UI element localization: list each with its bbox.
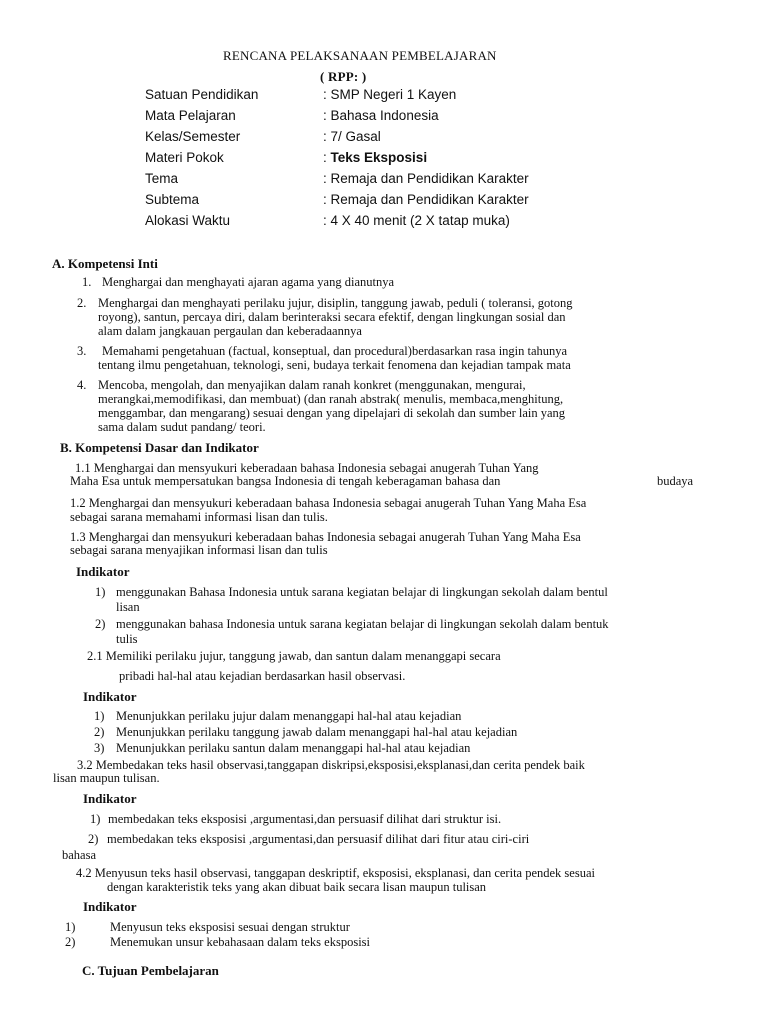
identity-value: : Remaja dan Pendidikan Karakter xyxy=(323,171,529,186)
list-number: 1) xyxy=(90,812,101,826)
list-item-text: menggunakan Bahasa Indonesia untuk sarana kegiatan belajar di lingkungan sekolah dalam bentul xyxy=(116,585,608,599)
list-item-text: sama dalam sudut pandang/ teori. xyxy=(98,420,266,434)
list-number: 1. xyxy=(82,275,92,289)
kd-text: 1.2 Menghargai dan mensyukuri keberadaan bahasa Indonesia sebagai anugerah Tuhan Yang Maha Esa xyxy=(70,496,587,510)
identity-label: Materi Pokok xyxy=(145,150,224,165)
identity-value: : Bahasa Indonesia xyxy=(323,108,439,123)
list-item-text: Menghargai dan menghayati ajaran agama yang dianutnya xyxy=(102,275,395,289)
list-item-text: membedakan teks eksposisi ,argumentasi,dan persuasif dilihat dari fitur atau ciri-ciri xyxy=(107,832,530,846)
kd-text: 4.2 Menyusun teks hasil observasi, tanggapan deskriptif, eksposisi, eksplanasi, dan cerita pendek sesuai xyxy=(76,866,595,880)
list-number: 2. xyxy=(77,296,87,310)
indikator-label: Indikator xyxy=(83,899,137,914)
list-item-text: Menunjukkan perilaku jujur dalam menanggapi hal-hal atau kejadian xyxy=(116,709,462,723)
list-number: 1) xyxy=(65,920,76,934)
list-number: 2) xyxy=(95,617,106,631)
list-number: 3. xyxy=(77,344,87,358)
list-item-text: alam dalam jangkauan pergaulan dan keberadaannya xyxy=(98,324,362,338)
section-a-heading: A. Kompetensi Inti xyxy=(52,256,158,271)
list-item-text: membedakan teks eksposisi ,argumentasi,dan persuasif dilihat dari struktur isi. xyxy=(108,812,502,826)
identity-value: : Remaja dan Pendidikan Karakter xyxy=(323,192,529,207)
list-item-text: menggunakan bahasa Indonesia untuk sarana kegiatan belajar di lingkungan sekolah dalam bentuk xyxy=(116,617,609,631)
kd-text: budaya xyxy=(657,474,694,488)
list-item-text: lisan xyxy=(116,600,140,614)
list-item-text: Memahami pengetahuan (factual, konseptual, dan procedural)berdasarkan rasa ingin tahunya xyxy=(102,344,568,358)
list-item-text: Menghargai dan menghayati perilaku jujur, disiplin, tanggung jawab, peduli ( toleransi, gotong xyxy=(98,296,573,310)
kd-text: dengan karakteristik teks yang akan dibuat baik secara lisan maupun tulisan xyxy=(107,880,487,894)
identity-colon: : xyxy=(323,150,331,165)
identity-label: Mata Pelajaran xyxy=(145,108,236,123)
indikator-label: Indikator xyxy=(83,689,137,704)
kd-text: sebagai sarana menyajikan informasi lisan dan tulis xyxy=(70,543,328,557)
identity-label: Alokasi Waktu xyxy=(145,213,231,228)
document-subtitle: ( RPP: ) xyxy=(320,69,367,84)
identity-value: : 4 X 40 menit (2 X tatap muka) xyxy=(323,213,510,228)
kd-text: 1.1 Menghargai dan mensyukuri keberadaan bahasa Indonesia sebagai anugerah Tuhan Yang xyxy=(75,461,539,475)
list-number: 3) xyxy=(94,741,105,755)
list-item-text: bahasa xyxy=(62,848,97,862)
list-number: 2) xyxy=(65,935,76,949)
indikator-label: Indikator xyxy=(83,791,137,806)
identity-label: Subtema xyxy=(145,192,200,207)
kd-text: 2.1 Memiliki perilaku jujur, tanggung jawab, dan santun dalam menanggapi secara xyxy=(87,649,501,663)
kd-text: 3.2 Membedakan teks hasil observasi,tanggapan diskripsi,eksposisi,eksplanasi,dan cerita pendek baik xyxy=(77,758,585,772)
list-item-text: Menunjukkan perilaku santun dalam menanggapi hal-hal atau kejadian xyxy=(116,741,471,755)
identity-value: : 7/ Gasal xyxy=(323,129,381,144)
kd-text: lisan maupun tulisan. xyxy=(53,771,160,785)
list-number: 1) xyxy=(95,585,106,599)
indikator-label: Indikator xyxy=(76,564,130,579)
kd-text: sebagai sarana memahami informasi lisan dan tulis. xyxy=(70,510,328,524)
list-item-text: Menunjukkan perilaku tanggung jawab dalam menanggapi hal-hal atau kejadian xyxy=(116,725,518,739)
section-b-heading: B. Kompetensi Dasar dan Indikator xyxy=(60,440,259,455)
list-item-text: menggambar, dan mengarang) sesuai dengan yang dipelajari di sekolah dan sumber lain yang xyxy=(98,406,566,420)
list-item-text: Mencoba, mengolah, dan menyajikan dalam ranah konkret (menggunakan, mengurai, xyxy=(98,378,526,392)
list-item-text: tentang ilmu pengetahuan, teknologi, seni, budaya terkait fenomena dan kejadian tampak mata xyxy=(98,358,571,372)
kd-text: pribadi hal-hal atau kejadian berdasarkan hasil observasi. xyxy=(119,669,406,683)
list-item-text: Menyusun teks eksposisi sesuai dengan struktur xyxy=(110,920,350,934)
section-c-heading: C. Tujuan Pembelajaran xyxy=(82,963,219,978)
list-number: 4. xyxy=(77,378,87,392)
document-title: RENCANA PELAKSANAAN PEMBELAJARAN xyxy=(223,48,497,63)
identity-value: : SMP Negeri 1 Kayen xyxy=(323,87,457,102)
list-number: 2) xyxy=(88,832,99,846)
identity-label: Tema xyxy=(145,171,179,186)
list-number: 1) xyxy=(94,709,105,723)
identity-value xyxy=(323,150,427,165)
list-item-text: royong), santun, percaya diri, dalam berinteraksi secara efektif, dengan lingkungan sosial dan xyxy=(98,310,566,324)
list-item-text: merangkai,memodifikasi, dan membuat) (dan ranah abstrak( menulis, membaca,menghitung, xyxy=(98,392,564,406)
list-number: 2) xyxy=(94,725,105,739)
identity-label: Kelas/Semester xyxy=(145,129,241,144)
list-item-text: tulis xyxy=(116,632,138,646)
materi-pokok-value: Teks Eksposisi xyxy=(330,150,428,165)
kd-text: 1.3 Menghargai dan mensyukuri keberadaan bahas Indonesia sebagai anugerah Tuhan Yang Maha Esa xyxy=(70,530,581,544)
list-item-text: Menemukan unsur kebahasaan dalam teks eksposisi xyxy=(110,935,371,949)
identity-label: Satuan Pendidikan xyxy=(145,87,259,102)
kd-text: Maha Esa untuk mempersatukan bangsa Indonesia di tengah keberagaman bahasa dan xyxy=(70,474,501,488)
